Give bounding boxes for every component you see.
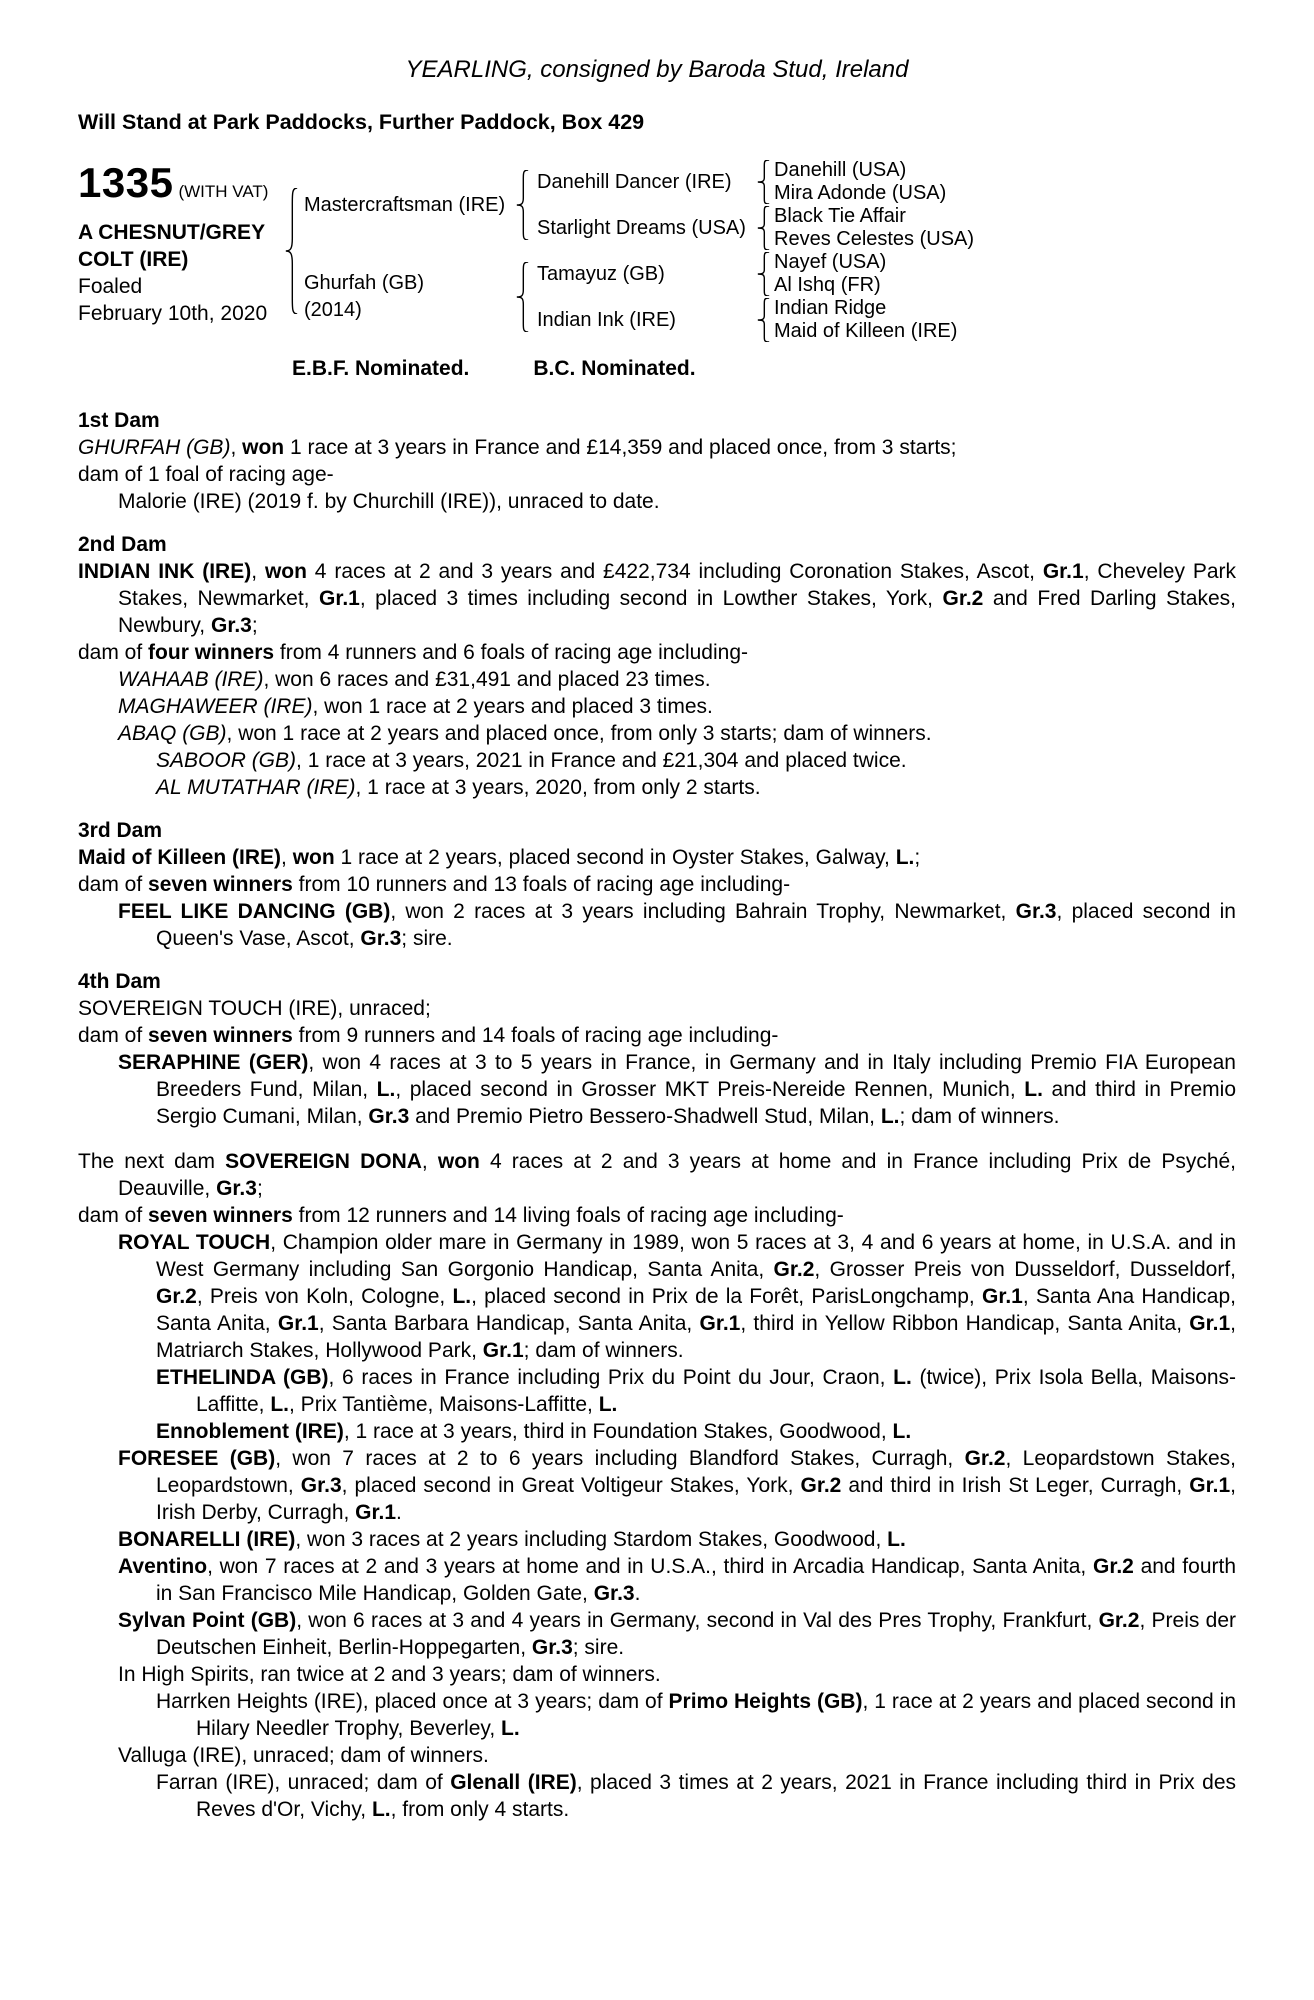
catalogue-paragraph (78, 666, 1236, 693)
text-run: Gr.2 (773, 1258, 815, 1281)
text-run: , third in Yellow Ribbon Handicap, Santa Anita, (740, 1312, 1190, 1335)
catalogue-paragraph (78, 774, 1236, 801)
text-run: , placed second in Queen's Vase, Ascot, (156, 900, 1236, 950)
catalogue-paragraph (78, 558, 1236, 639)
text-run: , placed 3 times at 2 years, 2021 in France including third in Prix des Reves d'Or, Vichy, (196, 1771, 1236, 1821)
text-run: . (634, 1582, 641, 1605)
catalogue-paragraph (78, 639, 1236, 666)
text-run: , (281, 846, 293, 869)
pedigree-brace (285, 188, 298, 314)
catalogue-paragraph (78, 1526, 1236, 1553)
dam-year: (2014) (304, 299, 362, 321)
catalogue-paragraph (78, 1769, 1236, 1823)
sire-name: Mastercraftsman (IRE) (304, 193, 506, 216)
text-run: won (292, 846, 335, 869)
text-run: , won 1 race at 2 years and placed once, from only 3 starts; dam of winners. (226, 722, 932, 745)
text-run: Gr.1 (981, 1285, 1023, 1308)
text-run: L. (452, 1285, 472, 1308)
text-run: , 1 race at 2 years and placed second in Hilary Needler Trophy, Beverley, (196, 1690, 1236, 1740)
text-run: L. (270, 1393, 290, 1416)
text-run: dam of (78, 1204, 149, 1227)
text-run: Harrken Heights (IRE), placed once at 3 years; dam of (156, 1690, 669, 1713)
text-run: . (396, 1501, 402, 1524)
description-line-2: COLT (IRE) (78, 248, 189, 271)
text-run: ; sire. (401, 927, 453, 950)
text-run: , placed 3 times including second in Lowther Stakes, York, (359, 587, 943, 610)
text-run: , 6 races in France including Prix du Point du Jour, Craon, (328, 1366, 894, 1389)
text-run: Sylvan Point (GB) (118, 1609, 297, 1632)
consignor-title: YEARLING, consigned by Baroda Stud, Ireland (405, 56, 909, 83)
catalogue-paragraph (78, 898, 1236, 952)
text-run: won (264, 560, 307, 583)
text-run: L. (893, 1366, 912, 1389)
text-run: , placed second in Great Voltigeur Stakes, York, (341, 1474, 801, 1497)
text-run: , Preis der Deutschen Einheit, Berlin-Hoppegarten, (156, 1609, 1236, 1659)
text-run: , Leopardstown Stakes, Leopardstown, (156, 1447, 1236, 1497)
text-run: L. (895, 846, 915, 869)
dam-name-block (298, 270, 516, 324)
text-run: , Irish Derby, Curragh, (156, 1474, 1236, 1524)
ebf-nominated: E.B.F. Nominated. (292, 357, 470, 380)
text-run: 1 race at 3 years in France and £14,359 and placed once, from 3 starts; (284, 436, 957, 459)
text-run: Gr.2 (1092, 1555, 1134, 1578)
text-run: dam of (78, 641, 149, 664)
text-run: Gr.3 (593, 1582, 635, 1605)
sire-sire-branch (529, 159, 974, 205)
text-run: seven winners (148, 1204, 293, 1227)
text-run: Gr.3 (216, 1177, 257, 1200)
text-run: ; (914, 846, 921, 869)
ancestor-name: Maid of Killeen (IRE) (774, 320, 958, 342)
pedigree-brace (757, 298, 770, 342)
text-run: L. (1024, 1078, 1043, 1101)
catalogue-paragraph (78, 1022, 1236, 1049)
text-run: ABAQ (GB) (118, 722, 227, 745)
text-run: 1 race at 2 years, placed second in Oyster Stakes, Galway, (334, 846, 896, 869)
text-run: won (242, 436, 285, 459)
text-run: and third in Irish St Leger, Curragh, (841, 1474, 1190, 1497)
text-run: Gr.1 (1042, 560, 1084, 583)
section-heading: 2nd Dam (78, 533, 167, 556)
text-run: , won 3 races at 2 years including Stardom Stakes, Goodwood, (295, 1528, 888, 1551)
text-run: , Cheveley Park Stakes, Newmarket, (118, 560, 1236, 610)
text-run: seven winners (148, 1024, 293, 1047)
dam-dam-name: Indian Ink (IRE) (537, 308, 676, 331)
text-run: Gr.2 (800, 1474, 842, 1497)
text-run: (twice), Prix Isola Bella, Maisons-Laffitte, (196, 1366, 1236, 1416)
text-run: BONARELLI (IRE) (118, 1528, 296, 1551)
text-run: WAHAAB (IRE) (118, 668, 264, 691)
catalogue-paragraph (78, 747, 1236, 774)
text-run: Gr.2 (156, 1285, 197, 1308)
text-run: , 1 race at 3 years, third in Foundation Stakes, Goodwood, (343, 1420, 893, 1443)
pedigree-brace (757, 160, 770, 204)
text-run: ETHELINDA (GB) (156, 1366, 329, 1389)
text-run: , from only 4 starts. (390, 1798, 570, 1821)
text-run: 4 races at 2 and 3 years and £422,734 including Coronation Stakes, Ascot, (306, 560, 1043, 583)
text-run: L. (371, 1798, 391, 1821)
text-run: Valluga (IRE), unraced; dam of winners. (118, 1744, 489, 1767)
text-run: Gr.3 (531, 1636, 573, 1659)
text-run: SOVEREIGN TOUCH (IRE), unraced; (78, 997, 431, 1020)
text-run: , placed second in Grosser MKT Preis-Nereide Rennen, Munich, (395, 1078, 1025, 1101)
animal-description (78, 219, 285, 327)
catalogue-paragraph (78, 1049, 1236, 1130)
ancestor-name: Nayef (USA) (774, 251, 887, 273)
text-run: from 4 runners and 6 foals of racing age including- (274, 641, 748, 664)
text-run: and fourth in San Francisco Mile Handicap, Golden Gate, (156, 1555, 1237, 1605)
lot-info (78, 159, 285, 327)
description-line-1: A CHESNUT/GREY (78, 221, 266, 244)
ancestor-name: Danehill (USA) (774, 159, 907, 181)
text-run: won (437, 1150, 480, 1173)
text-run: Maid of Killeen (IRE) (78, 846, 282, 869)
text-run: Farran (IRE), unraced; dam of (156, 1771, 451, 1794)
catalogue-paragraph (78, 434, 1236, 461)
catalogue-paragraph (78, 693, 1236, 720)
text-run: MAGHAWEER (IRE) (118, 695, 313, 718)
section-heading: 3rd Dam (78, 819, 163, 842)
text-run: L. (880, 1105, 900, 1128)
text-run: and Fred Darling Stakes, Newbury, (118, 587, 1236, 637)
text-run: , (421, 1150, 438, 1173)
lot-number-line (78, 159, 285, 207)
text-run: Gr.3 (368, 1105, 410, 1128)
catalogue-paragraph (78, 1661, 1236, 1688)
ancestor-name: Black Tie Affair (774, 205, 906, 227)
pedigree-brace (757, 206, 770, 250)
text-run: Ennoblement (IRE) (156, 1420, 344, 1443)
vat-note: (WITH VAT) (178, 182, 269, 201)
text-run: FEEL LIKE DANCING (GB) (118, 900, 391, 923)
catalogue-paragraph (78, 1742, 1236, 1769)
text-run: , won 7 races at 2 and 3 years at home and in U.S.A., third in Arcadia Handicap, Santa Anita, (207, 1555, 1093, 1578)
text-run: from 10 runners and 13 foals of racing age including- (292, 873, 791, 896)
text-run: dam of (78, 873, 149, 896)
text-run: from 12 runners and 14 living foals of racing age including- (292, 1204, 844, 1227)
text-run: L. (598, 1393, 618, 1416)
text-run: seven winners (148, 873, 293, 896)
text-run: FORESEE (GB) (118, 1447, 276, 1470)
text-run: and Premio Pietro Bessero-Shadwell Stud, Milan, (409, 1105, 881, 1128)
catalogue-paragraph (78, 1202, 1236, 1229)
nominations-line (78, 357, 1236, 381)
text-run: AL MUTATHAR (IRE) (156, 776, 356, 799)
dam-sire-branch (529, 251, 957, 297)
text-run: Gr.2 (1098, 1609, 1140, 1632)
catalogue-paragraph (78, 1364, 1236, 1418)
stand-location-line: Will Stand at Park Paddocks, Further Paddock, Box 429 (78, 110, 645, 134)
catalogue-paragraph (78, 1553, 1236, 1607)
catalogue-paragraph (78, 1607, 1236, 1661)
text-run: L. (887, 1528, 906, 1551)
text-run: , placed second in Prix de la Forêt, ParisLongchamp, (471, 1285, 982, 1308)
catalogue-paragraph (78, 1229, 1236, 1364)
ancestor-name: Reves Celestes (USA) (774, 228, 975, 250)
text-run: ROYAL TOUCH (118, 1231, 271, 1254)
text-run: Gr.1 (1189, 1474, 1231, 1497)
text-run: , Matriarch Stakes, Hollywood Park, (156, 1312, 1236, 1362)
catalogue-paragraph (78, 1148, 1236, 1202)
ancestor-name: Al Ishq (FR) (774, 274, 881, 296)
pedigree-brace (516, 170, 529, 240)
dam-dam-branch (529, 297, 957, 343)
text-run: four winners (148, 641, 275, 664)
text-run: , (251, 560, 265, 583)
text-run: , won 2 races at 3 years including Bahrain Trophy, Newmarket, (390, 900, 1016, 923)
text-run: Gr.1 (277, 1312, 319, 1335)
text-run: , won 1 race at 2 years and placed 3 times. (312, 695, 713, 718)
ancestor-name: Indian Ridge (774, 297, 887, 319)
text-run: , Santa Barbara Handicap, Santa Anita, (318, 1312, 700, 1335)
text-run: , Champion older mare in Germany in 1989, won 5 races at 3, 4 and 6 years at home, in U.S.A. and in West Germany including San Gorgonio Handicap, Santa Anita, (156, 1231, 1237, 1281)
text-run: L. (501, 1717, 520, 1740)
catalogue-paragraph (78, 461, 1236, 488)
pedigree-brace (516, 262, 529, 332)
text-run: Gr.3 (360, 927, 402, 950)
text-run: , won 6 races and £31,491 and placed 23 times. (263, 668, 711, 691)
dam-name: Ghurfah (GB) (304, 272, 425, 294)
dam-sire-name: Tamayuz (GB) (537, 262, 665, 285)
foaled-label: Foaled (78, 275, 143, 298)
text-run: Malorie (IRE) (2019 f. by Churchill (IRE)), unraced to date. (118, 490, 660, 513)
text-run: Gr.1 (1189, 1312, 1231, 1335)
text-run: , Grosser Preis von Dusseldorf, Dusseldorf, (814, 1258, 1236, 1281)
text-run: , (230, 436, 243, 459)
text-run: L. (892, 1420, 912, 1443)
text-run: , 1 race at 3 years, 2020, from only 2 starts. (355, 776, 761, 799)
text-run: , Santa Ana Handicap, Santa Anita, (156, 1285, 1236, 1335)
foaled-date: February 10th, 2020 (78, 302, 268, 325)
catalogue-paragraph (78, 1445, 1236, 1526)
catalogue-paragraph (78, 488, 1236, 515)
text-run: SOVEREIGN DONA (225, 1150, 422, 1173)
sire-dam-name: Starlight Dreams (USA) (537, 216, 746, 239)
text-run: Gr.2 (942, 587, 984, 610)
pedigree-text (78, 407, 1236, 1823)
text-run: Glenall (IRE) (450, 1771, 577, 1794)
text-run: SABOOR (GB) (156, 749, 297, 772)
text-run: Primo Heights (GB) (668, 1690, 863, 1713)
text-run: , Preis von Koln, Cologne, (196, 1285, 453, 1308)
text-run: ; dam of winners. (523, 1339, 684, 1362)
lot-number: 1335 (78, 159, 174, 206)
catalogue-paragraph (78, 995, 1236, 1022)
pedigree-brace (757, 252, 770, 296)
text-run: ; dam of winners. (899, 1105, 1060, 1128)
section-heading: 4th Dam (78, 970, 161, 993)
text-run: In High Spirits, ran twice at 2 and 3 years; dam of winners. (118, 1663, 661, 1686)
bc-nominated: B.C. Nominated. (533, 357, 696, 380)
catalogue-paragraph (78, 720, 1236, 747)
text-run: Gr.2 (964, 1447, 1006, 1470)
section-heading: 1st Dam (78, 409, 160, 432)
text-run: , 1 race at 3 years, 2021 in France and £21,304 and placed twice. (296, 749, 907, 772)
sire-dam-branch (529, 205, 974, 251)
text-run: Gr.3 (300, 1474, 342, 1497)
text-run: Gr.3 (210, 614, 252, 637)
text-run: Gr.1 (699, 1312, 741, 1335)
text-run: Gr.1 (482, 1339, 524, 1362)
text-run: dam of 1 foal of racing age- (78, 463, 334, 486)
text-run: L. (376, 1078, 396, 1101)
text-run: dam of (78, 1024, 149, 1047)
text-run: ; (251, 614, 258, 637)
text-run: , won 6 races at 3 and 4 years in Germany, second in Val des Pres Trophy, Frankfurt, (296, 1609, 1099, 1632)
text-run: INDIAN INK (IRE) (78, 560, 252, 583)
text-run: 4 races at 2 and 3 years at home and in France including Prix de Psyché, Deauville, (118, 1150, 1237, 1200)
text-run: and third in Premio Sergio Cumani, Milan, (156, 1078, 1236, 1128)
text-run: Gr.1 (355, 1501, 397, 1524)
catalogue-paragraph (78, 871, 1236, 898)
ancestor-name: Mira Adonde (USA) (774, 182, 947, 204)
sire-sire-name: Danehill Dancer (IRE) (537, 170, 732, 193)
dam-branch (298, 251, 974, 343)
text-run: from 9 runners and 14 foals of racing age including- (292, 1024, 779, 1047)
text-run: Gr.3 (1015, 900, 1057, 923)
sire-branch (298, 159, 974, 251)
text-run: GHURFAH (GB) (78, 436, 231, 459)
lot-block (78, 159, 1236, 343)
text-run: , won 7 races at 2 to 6 years including Blandford Stakes, Curragh, (275, 1447, 965, 1470)
text-run: Gr.1 (319, 587, 360, 610)
catalogue-paragraph (78, 844, 1236, 871)
pedigree-tree (285, 159, 974, 343)
text-run: The next dam (78, 1150, 226, 1173)
text-run: ; sire. (572, 1636, 625, 1659)
text-run: Aventino (118, 1555, 208, 1578)
catalogue-paragraph (78, 1418, 1236, 1445)
catalogue-paragraph (78, 1688, 1236, 1742)
text-run: SERAPHINE (GER) (118, 1051, 309, 1074)
text-run: , won 4 races at 3 to 5 years in France, in Germany and in Italy including Premio FIA European Breeders Fund, Milan, (156, 1051, 1236, 1101)
text-run: , Prix Tantième, Maisons-Laffitte, (289, 1393, 599, 1416)
text-run: ; (256, 1177, 263, 1200)
